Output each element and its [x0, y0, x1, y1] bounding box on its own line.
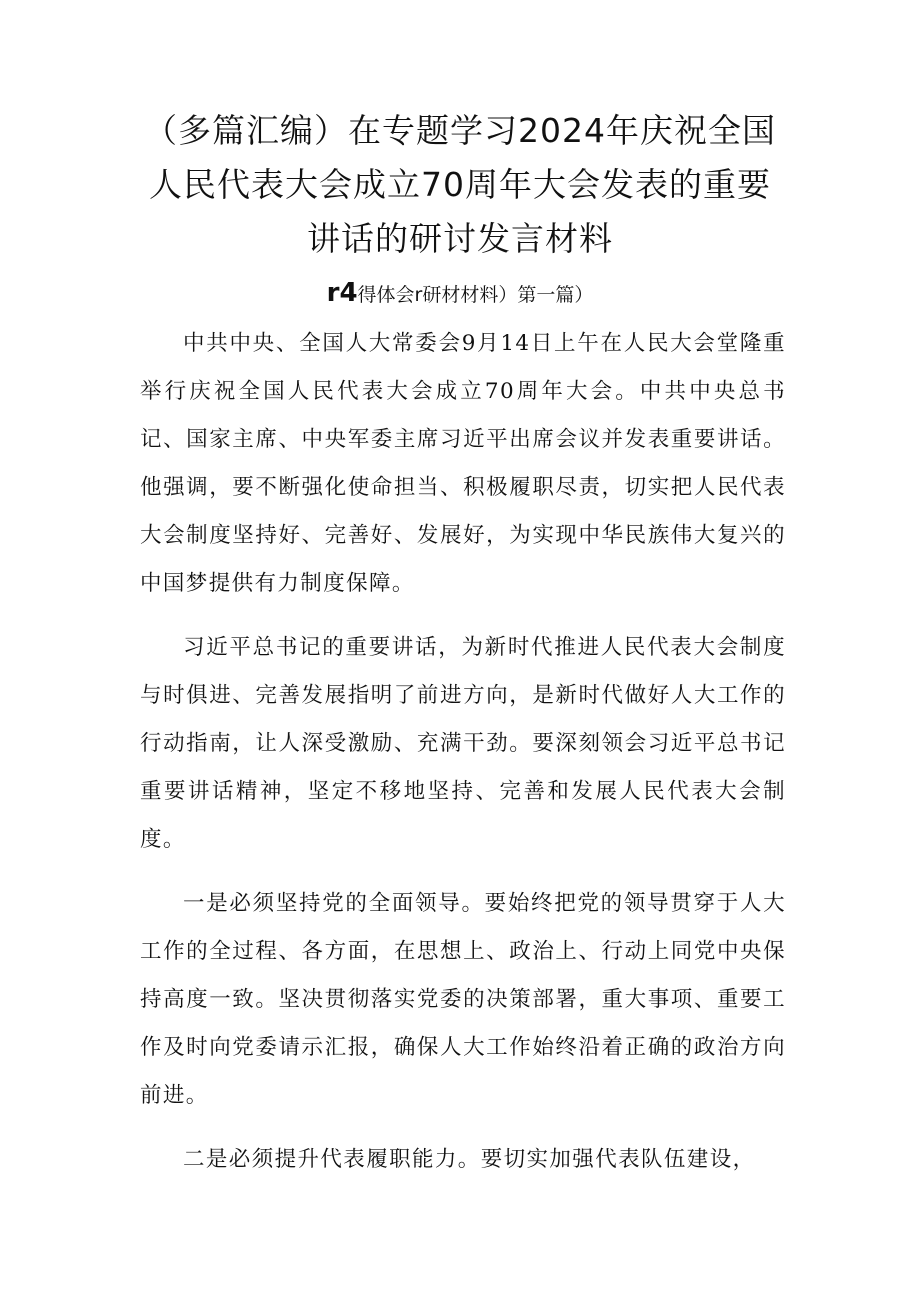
subtitle-rest: 得体会r研材材料）第一篇） — [357, 284, 594, 306]
paragraph-2: 习近平总书记的重要讲话，为新时代推进人民代表大会制度与时俱进、完善发展指明了前进方向，是新时代做好人大工作的行动指南，让人深受激励、充满干劲。要深刻领会习近平总书记重要讲话精神，坚定不移地坚持、完善和发展人民代表大会制度。 — [140, 635, 786, 852]
paragraph-4: 二是必须提升代表履职能力。要切实加强代表队伍建设， — [183, 1147, 756, 1172]
document-body — [140, 320, 786, 1200]
subtitle-prefix: r4 — [326, 278, 358, 308]
document-subtitle — [0, 278, 920, 310]
paragraph-1: 中共中央、全国人大常委会9月14日上午在人民大会堂隆重举行庆祝全国人民代表大会成立70周年大会。中共中央总书记、国家主席、中央军委主席习近平出席会议并发表重要讲话。他强调，要不断强化使命担当、积极履职尽责，切实把人民代表大会制度坚持好、完善好、发展好，为实现中华民族伟大复兴的中国梦提供有力制度保障。 — [140, 331, 786, 596]
title-line-2: 人民代表大会成立70周年大会发表的重要 — [149, 165, 771, 204]
document-title — [120, 104, 800, 266]
title-line-3: 讲话的研讨发言材料 — [307, 219, 613, 258]
paragraph-3: 一是必须坚持党的全面领导。要始终把党的领导贯穿于人大工作的全过程、各方面，在思想上、政治上、行动上同党中央保持高度一致。坚决贯彻落实党委的决策部署，重大事项、重要工作及时向党委请示汇报，确保人大工作始终沿着正确的政治方向前进。 — [140, 891, 786, 1108]
title-line-1: （多篇汇编）在专题学习2024年庆祝全国 — [144, 111, 776, 150]
